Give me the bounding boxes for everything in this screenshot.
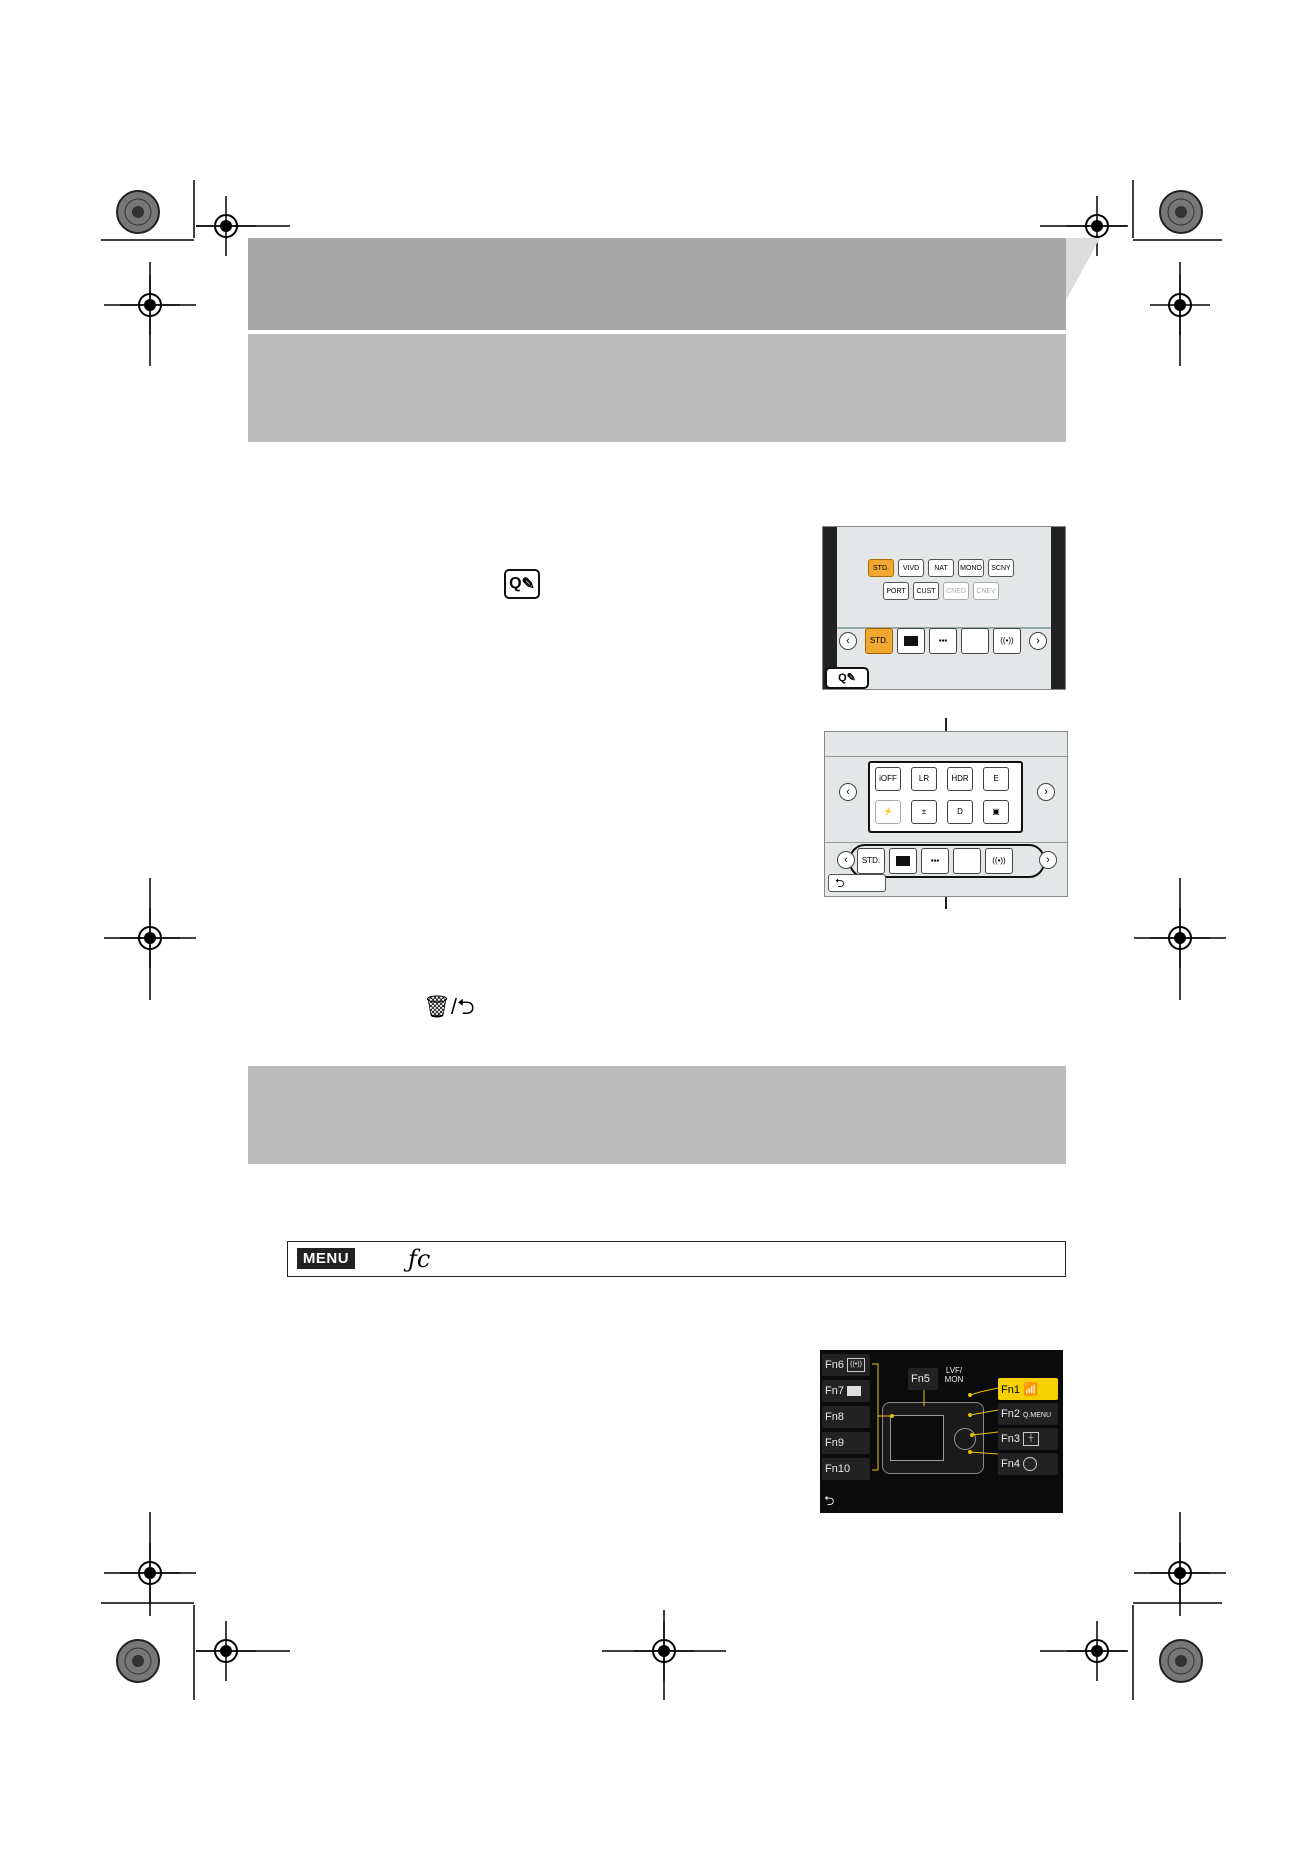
- fn8-item[interactable]: Fn8: [822, 1406, 870, 1428]
- photo-style-cned[interactable]: CNED: [943, 582, 969, 600]
- custom-menu-icon: ƒc: [408, 1245, 431, 1273]
- grid-tile-flash[interactable]: ⚡: [875, 800, 901, 824]
- quick-tile-metering[interactable]: ((•)): [993, 628, 1021, 654]
- fn3-item[interactable]: Fn3 ┼: [998, 1428, 1058, 1450]
- grid-tile-stabilizer[interactable]: ▣: [983, 800, 1009, 824]
- header-band-top: [248, 238, 1066, 330]
- scroll-left-icon[interactable]: ‹: [839, 632, 857, 650]
- grid-tile-hdr[interactable]: HDR: [947, 767, 973, 791]
- photo-style-mono[interactable]: MONO: [958, 559, 984, 577]
- photo-style-cust[interactable]: CUST: [913, 582, 939, 600]
- fn4-item[interactable]: Fn4: [998, 1453, 1058, 1475]
- quick-menu-button[interactable]: Q✎: [825, 667, 869, 689]
- grid-tile-zoom[interactable]: D: [947, 800, 973, 824]
- photo-style-scny[interactable]: SCNY: [988, 559, 1014, 577]
- photo-style-cnev[interactable]: CNEV: [973, 582, 999, 600]
- grid-tile-flash-adjust[interactable]: ±: [911, 800, 937, 824]
- bottom-tile-aspect[interactable]: [889, 848, 917, 874]
- fn7-item[interactable]: Fn7: [822, 1380, 870, 1402]
- wifi-icon: 📶: [1023, 1382, 1038, 1396]
- quick-tile-photo-style[interactable]: STD.: [865, 628, 893, 654]
- bottom-tile-photo-style[interactable]: STD.: [857, 848, 885, 874]
- grid-tile-i-dynamic[interactable]: iOFF: [875, 767, 901, 791]
- quick-menu-screen-1: [822, 526, 1066, 690]
- fn6-item[interactable]: Fn6 ((•)): [822, 1354, 870, 1376]
- grid-scroll-left-icon[interactable]: ‹: [839, 783, 857, 801]
- fn9-item[interactable]: Fn9: [822, 1432, 870, 1454]
- grid-tile-resolution[interactable]: LR: [911, 767, 937, 791]
- header-divider: [248, 330, 1008, 333]
- grid-scroll-right-icon[interactable]: ›: [1037, 783, 1055, 801]
- header-band-bottom: [248, 334, 1066, 442]
- section-band: [248, 1066, 1066, 1164]
- menu-badge: MENU: [297, 1248, 355, 1269]
- photo-style-std[interactable]: STD.: [868, 559, 894, 577]
- fn-button-screen: [820, 1350, 1063, 1513]
- quick-tile-aspect[interactable]: [897, 628, 925, 654]
- quick-menu-screen-2: [824, 731, 1068, 897]
- delete-return-icon: 🗑/⮌: [423, 994, 475, 1019]
- fn5-item[interactable]: Fn5: [908, 1368, 938, 1390]
- bottom-scroll-left-icon[interactable]: ‹: [837, 851, 855, 869]
- photo-style-port[interactable]: PORT: [883, 582, 909, 600]
- fn10-item[interactable]: Fn10: [822, 1458, 870, 1480]
- bottom-tile-empty[interactable]: [953, 848, 981, 874]
- fn1-item[interactable]: Fn1 📶: [998, 1378, 1058, 1400]
- back-button[interactable]: ⮌: [828, 874, 886, 892]
- quick-tile-empty[interactable]: [961, 628, 989, 654]
- quick-tile-size[interactable]: ▪▪▪: [929, 628, 957, 654]
- quick-menu-icon: Q ✎: [504, 569, 540, 599]
- bottom-scroll-right-icon[interactable]: ›: [1039, 851, 1057, 869]
- bottom-tile-metering[interactable]: ((•)): [985, 848, 1013, 874]
- fn2-item[interactable]: Fn2 Q.MENU: [998, 1403, 1058, 1425]
- back-icon[interactable]: ⮌: [824, 1493, 835, 1508]
- lvf-mon-label: LVF/ MON: [944, 1366, 964, 1384]
- menu-path-box: [287, 1241, 1066, 1277]
- grid-tile-shutter[interactable]: E: [983, 767, 1009, 791]
- scroll-right-icon[interactable]: ›: [1029, 632, 1047, 650]
- bottom-tile-size[interactable]: ▪▪▪: [921, 848, 949, 874]
- photo-style-nat[interactable]: NAT: [928, 559, 954, 577]
- photo-style-vivd[interactable]: VIVD: [898, 559, 924, 577]
